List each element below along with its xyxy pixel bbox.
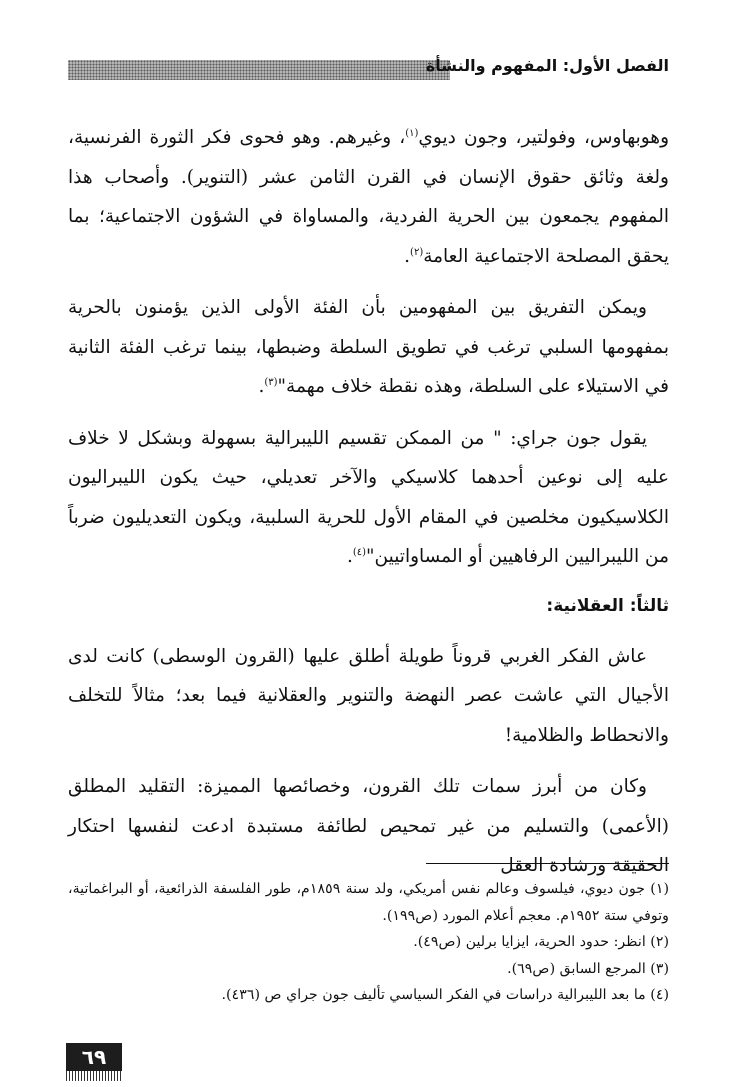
paragraph-1-text-a: وهوبهاوس، وفولتير، وجون ديوي	[418, 127, 669, 148]
paragraph-1	[68, 118, 669, 276]
header-pattern-bar	[68, 60, 450, 80]
main-text	[68, 118, 669, 898]
footnote-separator	[426, 863, 669, 864]
footnotes	[68, 876, 669, 1009]
running-header	[68, 58, 669, 80]
paragraph-1-text-c: .	[404, 245, 411, 267]
footnote-ref-2: (٢)	[410, 246, 424, 258]
footnote-4: (٤) ما بعد الليبرالية دراسات في الفكر السياسي تأليف جون جراي ص (٤٣٦).	[221, 987, 669, 1003]
paragraph-3-text-a: يقول جون جراي: " من الممكن تقسيم الليبرالية بسهولة وبشكل لا خلاف عليه إلى نوعين أحدهما كلاسيكي والآخر تعديلي، حيث يكون الليبراليون الكلاسيكيون مخلصين في المقام الأول للحرية السلبية، ويكون التعديليون ضرباً من الليبراليين الرفاهيين أو المساواتيين"	[68, 427, 669, 567]
footnote-1: (١) جون ديوي، فيلسوف وعالم نفس أمريكي، ولد سنة ١٨٥٩م، طور الفلسفة الذرائعية، أو البراغماتية، وتوفي ستة ١٩٥٢م. معجم أعلام المورد (ص١٩٩).	[68, 881, 669, 924]
footnote-3: (٣) المرجع السابق (ص٦٩).	[507, 960, 669, 977]
paragraph-2-text-a: ويمكن التفريق بين المفهومين بأن الفئة الأولى الذين يؤمنون بالحرية بمفهومها السلبي ترغب في تطويق السلطة وضبطها، بينما ترغب الفئة الثانية في الاستيلاء على السلطة، وهذه نقطة خلاف مهمة"	[68, 297, 669, 397]
paragraph-4: عاش الفكر الغربي قروناً طويلة أطلق عليها (القرون الوسطى) كانت لدى الأجيال التي عاشت عصر النهضة والتنوير والعقلانية فيما بعد؛ مثالاً للتخلف والانحطاط والظلامية!	[68, 645, 669, 746]
paragraph-1-text-b: ، وغيرهم. وهو فحوى فكر الثورة الفرنسية، ولغة وثائق حقوق الإنسان في القرن الثامن عشر (التنوير). وأصحاب هذا المفهوم يجمعون بين الحرية الفردية، والمساواة في الشؤون الاجتماعية؛ بما يحقق المصلحة الاجتماعية العامة	[68, 127, 669, 267]
chapter-title: الفصل الأول: المفهوم والنشأة	[425, 56, 669, 75]
paragraph-3-text-b: .	[346, 546, 353, 567]
footnote-ref-4: (٤)	[352, 546, 367, 558]
paragraph-2	[68, 288, 669, 407]
footnote-ref-1: (١)	[405, 127, 419, 139]
paragraph-2-text-b: .	[258, 376, 265, 397]
paragraph-3	[68, 419, 669, 577]
section-title: ثالثاً: العقلانية:	[546, 595, 669, 616]
footnote-2: (٢) انظر: حدود الحرية، ايزايا برلين (ص٤٩).	[413, 934, 669, 950]
paragraph-5: وكان من أبرز سمات تلك القرون، وخصائصها المميزة: التقليد المطلق (الأعمى) والتسليم من غير تمحيص لطائفة مستبدة ادعت لنفسها احتكار الحقيقة ورشادة العقل	[68, 776, 669, 876]
footnote-ref-3: (٣)	[264, 376, 278, 388]
page-number: ٦٩	[66, 1043, 122, 1071]
